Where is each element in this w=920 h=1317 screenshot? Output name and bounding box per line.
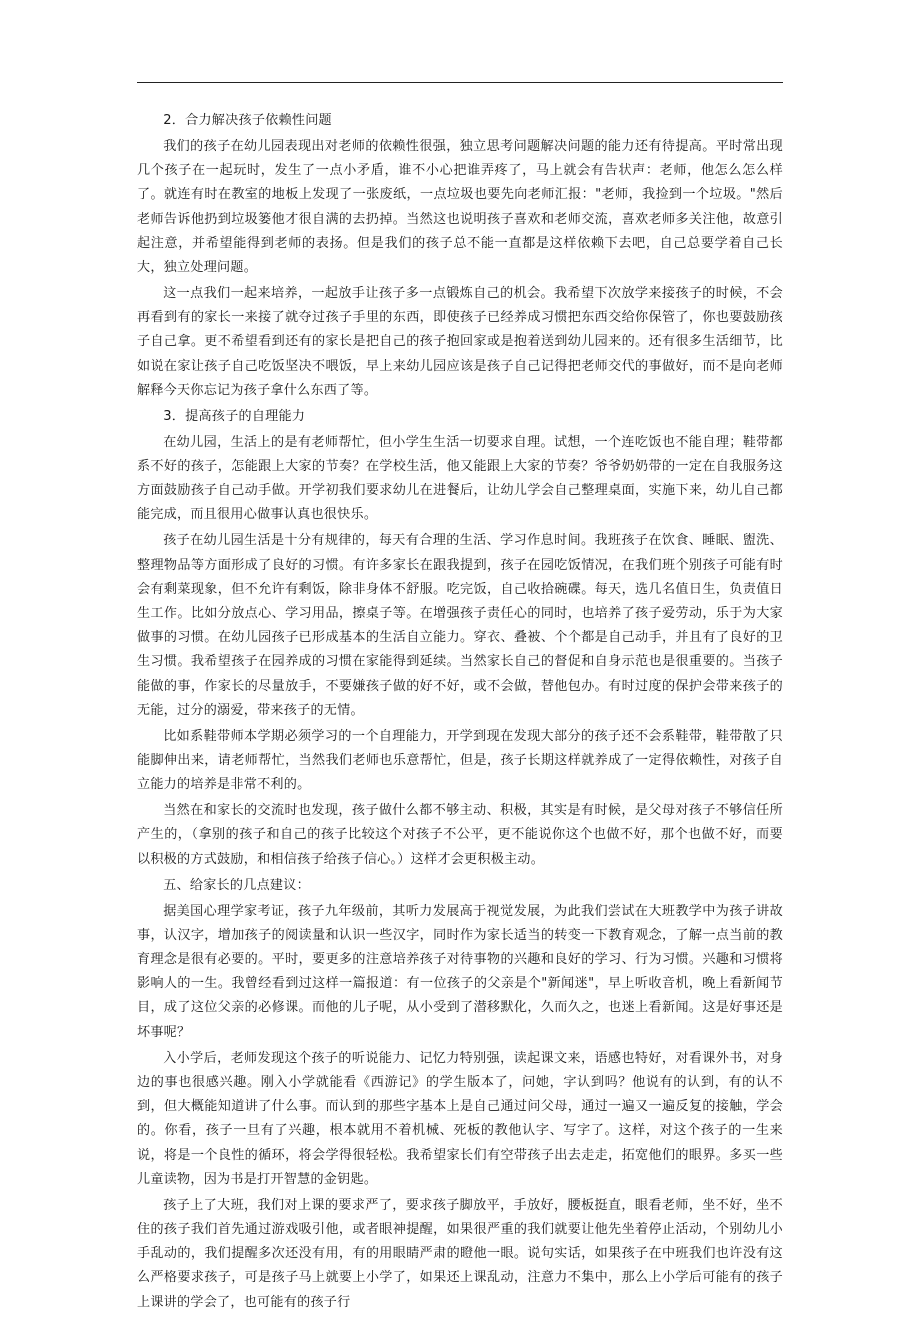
paragraph: 据美国心理学家考证，孩子九年级前，其听力发展高于视觉发展，为此我们尝试在大班教学中为孩子讲故事，认汉字，增加孩子的阅读量和认识一些汉字，同时作为家长适当的转变一下教育观念，了解一点当前的教育理念是很有必要的。平时，要更多的注意培养孩子对待事物的兴趣和良好的学习、行为习惯。兴趣和习惯将影响人的一生。我曾经看到过这样一篇报道：有一位孩子的父亲是个"新闻迷"，早上听收音机，晚上看新闻节目，成了这位父亲的必修课。而他的儿子呢，从小受到了潜移默化，久而久之，也迷上看新闻。这是好事还是坏事呢？	[137, 903, 783, 1040]
document-body	[137, 109, 783, 1317]
paragraph: 我们的孩子在幼儿园表现出对老师的依赖性很强，独立思考问题解决问题的能力还有待提高。平时常出现几个孩子在一起玩时，发生了一点小矛盾，谁不小心把谁弄疼了，马上就会有告状声：老师，他怎么怎么样了。就连有时在教室的地板上发现了一张废纸，一点垃圾也要先向老师汇报："老师，我捡到一个垃圾。"然后老师告诉他扔到垃圾篓他才很自满的去扔掉。当然这也说明孩子喜欢和老师交流，喜欢老师多关注他，故意引起注意，并希望能得到老师的表扬。但是我们的孩子总不能一直都是这样依赖下去吧，自己总要学着自己长大，独立处理问题。	[137, 139, 783, 276]
section-heading-5: 五、给家长的几点建议：	[163, 877, 310, 893]
header-rule	[137, 82, 783, 83]
section-heading-2: 2．合力解决孩子依赖性问题	[163, 113, 332, 128]
section-heading-3: 3．提高孩子的自理能力	[163, 408, 306, 424]
paragraph: 孩子上了大班，我们对上课的要求严了，要求孩子脚放平，手放好，腰板挺直，眼看老师，坐不好，坐不住的孩子我们首先通过游戏吸引他，或者眼神提醒，如果很严重的我们就要让他先坐着停止活动，个别幼儿小手乱动的，我们提醒多次还没有用，有的用眼睛严肃的瞪他一眼。说句实话，如果孩子在中班我们也许没有这么严格要求孩子，可是孩子马上就要上小学了，如果还上课乱动，注意力不集中，那么上小学后可能有的孩子上课讲的学会了，也可能有的孩子行	[137, 1197, 783, 1310]
paragraph: 这一点我们一起来培养，一起放手让孩子多一点锻炼自己的机会。我希望下次放学来接孩子的时候，不会再看到有的家长一来接了就夺过孩子手里的东西，即使孩子已经养成习惯把东西交给你保管了，你也要鼓励孩子自己拿。更不希望看到还有的家长是把自己的孩子抱回家或是抱着送到幼儿园来的。还有很多生活细节，比如说在家让孩子自己吃饭坚决不喂饭，早上来幼儿园应该是孩子自己记得把老师交代的事做好，而不是向老师解释今天你忘记为孩子拿什么东西了等。	[137, 286, 783, 398]
paragraph: 孩子在幼儿园生活是十分有规律的，每天有合理的生活、学习作息时间。我班孩子在饮食、睡眠、盥洗、整理物品等方面形成了良好的习惯。有许多家长在跟我提到，孩子在园吃饭情况，在我们班个别孩子可能有时会有剩菜现象，但不允许有剩饭，除非身体不舒服。吃完饭，自己收拾碗碟。每天，选几名值日生，负责值日生工作。比如分放点心、学习用品，擦桌子等。在增强孩子责任心的同时，也培养了孩子爱劳动，乐于为大家做事的习惯。在幼儿园孩子已形成基本的生活自立能力。穿衣、叠被、个个都是自己动手，并且有了良好的卫生习惯。我希望孩子在园养成的习惯在家能得到延续。当然家长自己的督促和自身示范也是很重要的。当孩子能做的事，作家长的尽量放手，不要嫌孩子做的好不好，或不会做，替他包办。有时过度的保护会带来孩子的无能，过分的溺爱，带来孩子的无情。	[137, 533, 783, 718]
paragraph: 在幼儿园，生活上的是有老师帮忙，但小学生生活一切要求自理。试想，一个连吃饭也不能自理；鞋带都系不好的孩子，怎能跟上大家的节奏？在学校生活，他又能跟上大家的节奏？爷爷奶奶带的一定在自我服务这方面鼓励孩子自己动手做。开学初我们要求幼儿在进餐后，让幼儿学会自己整理桌面，实施下来，幼儿自己都能完成，而且很用心做事认真也很快乐。	[137, 434, 783, 523]
paragraph: 入小学后，老师发现这个孩子的听说能力、记忆力特别强，读起课文来，语感也特好，对看课外书，对身边的事也很感兴趣。刚入小学就能看《西游记》的学生版本了，问她，字认到吗？他说有的认到，有的认不到，但大概能知道讲了什么事。而认到的那些字基本上是自己通过问父母，通过一遍又一遍反复的接触，学会的。你看，孩子一旦有了兴趣，根本就用不着机械、死板的教他认字、写字了。这样，对这个孩子的一生来说，将是一个良性的循环，将会学得很轻松。我希望家长们有空带孩子出去走走，拓宽他们的眼界。多买一些儿童读物，因为书是打开智慧的金钥匙。	[137, 1050, 783, 1187]
paragraph: 当然在和家长的交流时也发现，孩子做什么都不够主动、积极，其实是有时候，是父母对孩子不够信任所产生的，（拿别的孩子和自己的孩子比较这个对孩子不公平，更不能说你这个也做不好，那个也做不好，而要以积极的方式鼓励，和相信孩子给孩子信心。）这样才会更积极主动。	[137, 803, 783, 867]
paragraph: 比如系鞋带师本学期必须学习的一个自理能力，开学到现在发现大部分的孩子还不会系鞋带，鞋带散了只能脚伸出来，请老师帮忙，当然我们老师也乐意帮忙，但是，孩子长期这样就养成了一定得依赖性，对孩子自立能力的培养是非常不利的。	[137, 728, 783, 793]
